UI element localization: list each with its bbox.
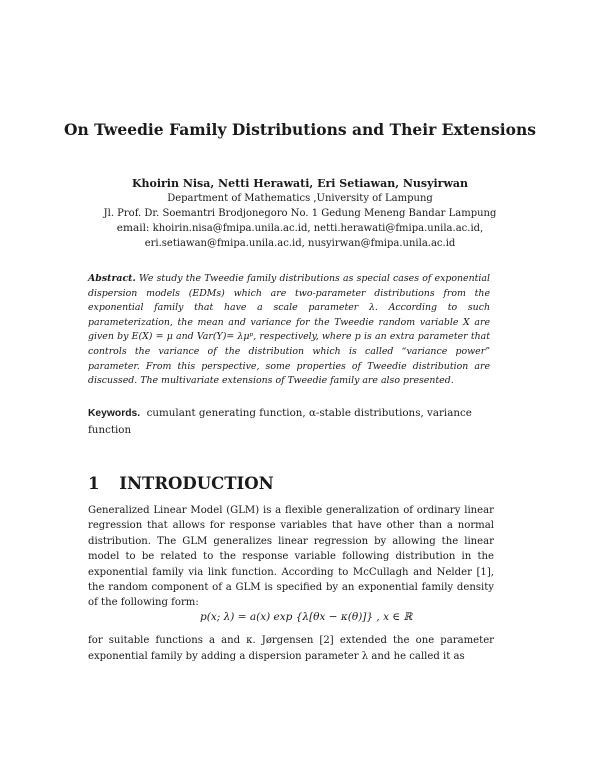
email-addresses-1: khoirin.nisa@fmipa.unila.ac.id, netti.herawati@fmipa.unila.ac.id, (152, 223, 484, 234)
abstract-text: We study the Tweedie family distributions as special cases of exponential dispersion models (EDMs) which are two-parameter distributions from the exponential family that have a scale parameter λ. According to such parameterization, the mean and variance for the Tweedie random variable X are given by E(X) = μ and Var(Y)= λμᵖ, respectively, where p is an extra parameter that controls the variance of the distribution which is called “variance power” parameter. From this perspective, some properties of Tweedie distribution are discussed. The multivariate extensions of Tweedie family are also presented. (88, 273, 490, 387)
author-list: Khoirin Nisa, Netti Herawati, Eri Setiawan, Nusyirwan (131, 177, 469, 190)
intro-continuation: for suitable functions a and κ. Jørgensen [2] extended the one parameter exponential family by adding a dispersion parameter λ and he called it as (88, 635, 494, 662)
density-equation: p(x; λ) = a(x) exp {λ[θx − κ(θ)]} , x ∈ ℝ (200, 611, 413, 623)
section-heading (88, 474, 274, 493)
abstract-label: Abstract. (88, 273, 136, 284)
keywords-text: cumulant generating function, α-stable distributions, variance function (88, 407, 472, 436)
affiliation-block (60, 192, 540, 251)
keywords-label: Keywords. (88, 408, 141, 419)
section-number: 1 (88, 474, 100, 493)
email-label: email: (116, 222, 150, 234)
address: Jl. Prof. Dr. Soemantri Brodjonegoro No. 1 Gedung Meneng Bandar Lampung (103, 207, 497, 219)
keywords (88, 405, 493, 438)
paper-title: On Tweedie Family Distributions and Their Extensions (64, 120, 536, 139)
email-addresses-2: eri.setiawan@fmipa.unila.ac.id, nusyirwan@fmipa.unila.ac.id (144, 237, 456, 249)
department: Department of Mathematics ,University of Lampung (167, 193, 433, 204)
section-title: INTRODUCTION (119, 474, 274, 493)
email-line-1 (60, 221, 540, 237)
abstract (88, 272, 490, 389)
intro-paragraph: Generalized Linear Model (GLM) is a flexible generalization of ordinary linear regression that allows for response variables that have other than a normal distribution. The GLM generalizes linear regression by allowing the linear model to be related to the response variable following distribution in the exponential family via link function. According to McCullagh and Nelder [1], the random component of a GLM is specified by an exponential family density of the following form: (88, 505, 494, 609)
